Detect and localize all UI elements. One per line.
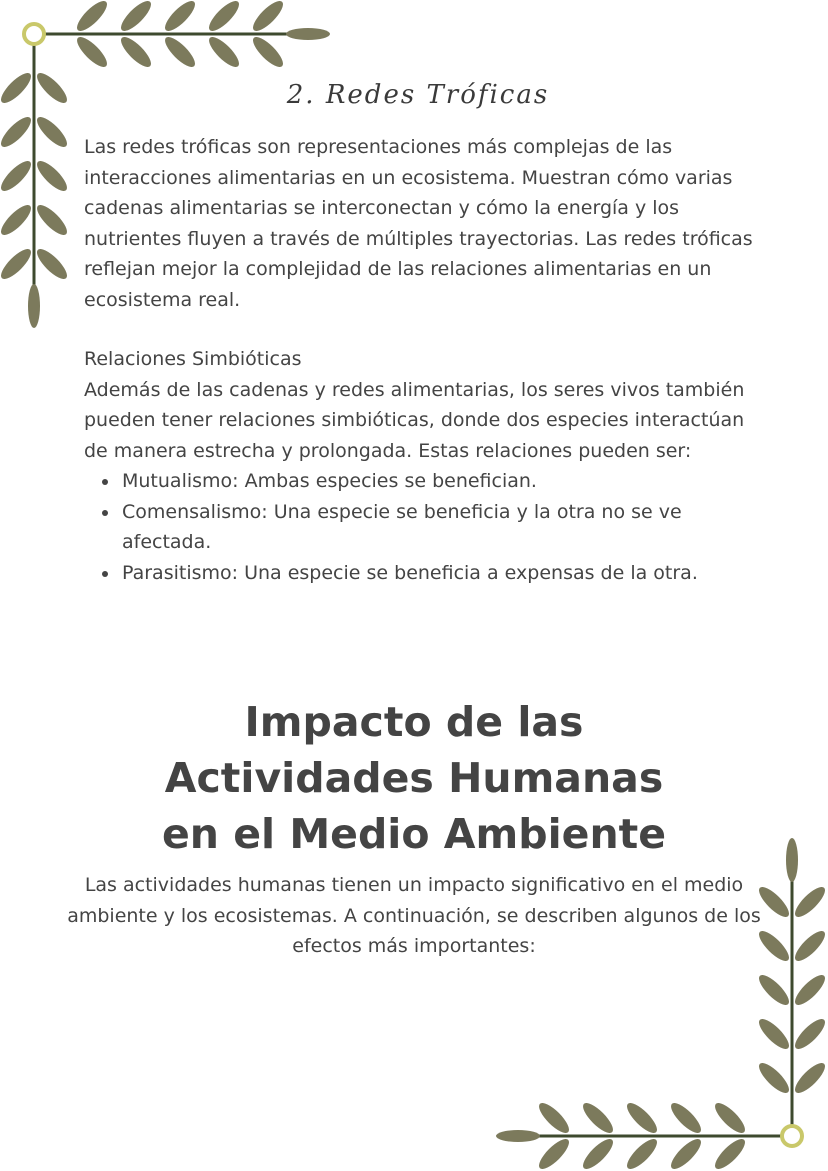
leaf-icon [579, 1099, 617, 1137]
food-webs-text: Las redes tróficas son representaciones más complejas de las interacciones alimentarias en un ecosistema. Muestran cómo varias cadenas alimentarias se interconectan y cómo la energía y los nutrientes fluyen a través de múltiples trayectorias. Las redes tróficas reflejan mejor la complejidad de las relaciones alimentarias en un ecosistema real. [84, 136, 753, 311]
list-item: • Mutualismo: Ambas especies se benefician. [120, 466, 764, 497]
leaf-icon [0, 157, 35, 195]
leaf-icon [535, 1099, 573, 1137]
section-title: 2. Redes Tróficas [286, 80, 550, 110]
leaf-icon [711, 1099, 749, 1137]
leaf-icon [791, 971, 828, 1009]
leaf-icon [249, 0, 287, 35]
impact-heading [0, 694, 828, 862]
leaf-icon [161, 33, 199, 71]
leaf-icon [791, 927, 828, 965]
leaf-icon [205, 33, 243, 71]
symbiotic-subtitle: Relaciones Simbióticas [84, 348, 302, 370]
impact-heading-line: en el Medio Ambiente [161, 810, 667, 858]
leaf-icon [755, 1015, 793, 1053]
symbiotic-section [84, 344, 764, 588]
impact-heading-line: Actividades Humanas [164, 754, 664, 802]
leaf-icon [205, 0, 243, 35]
leaf-icon [667, 1099, 705, 1137]
leaf-icon [33, 201, 71, 239]
leaf-icon [161, 0, 199, 35]
leaf-icon [249, 33, 287, 71]
leaf-icon [791, 1059, 828, 1097]
leaf-icon [755, 971, 793, 1009]
leaf-icon [755, 1059, 793, 1097]
leaf-icon [73, 33, 111, 71]
relations-list [84, 466, 764, 588]
leaf-icon [667, 1135, 705, 1171]
leaf-icon [0, 201, 35, 239]
leaf-icon [33, 113, 71, 151]
leaf-icon [623, 1135, 661, 1171]
leaf-icon [117, 33, 155, 71]
leaf-icon [791, 1015, 828, 1053]
symbiotic-paragraph: Además de las cadenas y redes alimentarias, los seres vivos también pueden tener relaciones simbióticas, donde dos especies interactúan de manera estrecha y prolongada. Estas relaciones pueden ser: [84, 378, 745, 462]
leaf-icon [117, 0, 155, 35]
leaf-icon [791, 883, 828, 921]
leaf-icon [33, 157, 71, 195]
impact-heading-line: Impacto de las [244, 698, 584, 746]
list-item: • Comensalismo: Una especie se beneficia y la otra no se ve afectada. [120, 497, 764, 558]
leaf-icon [0, 113, 35, 151]
leaf-icon [535, 1135, 573, 1171]
impact-intro: Las actividades humanas tienen un impacto significativo en el medio ambiente y los ecosistemas. A continuación, se describen algunos de los efectos más importantes: [67, 874, 761, 957]
leaf-icon [623, 1099, 661, 1137]
leaf-icon [579, 1135, 617, 1171]
leaf-icon [73, 0, 111, 35]
leaf-icon [0, 245, 35, 283]
leaf-icon [33, 245, 71, 283]
food-webs-paragraph [84, 132, 764, 315]
leaf-icon [711, 1135, 749, 1171]
list-item: • Parasitismo: Una especie se beneficia a expensas de la otra. [120, 558, 764, 589]
